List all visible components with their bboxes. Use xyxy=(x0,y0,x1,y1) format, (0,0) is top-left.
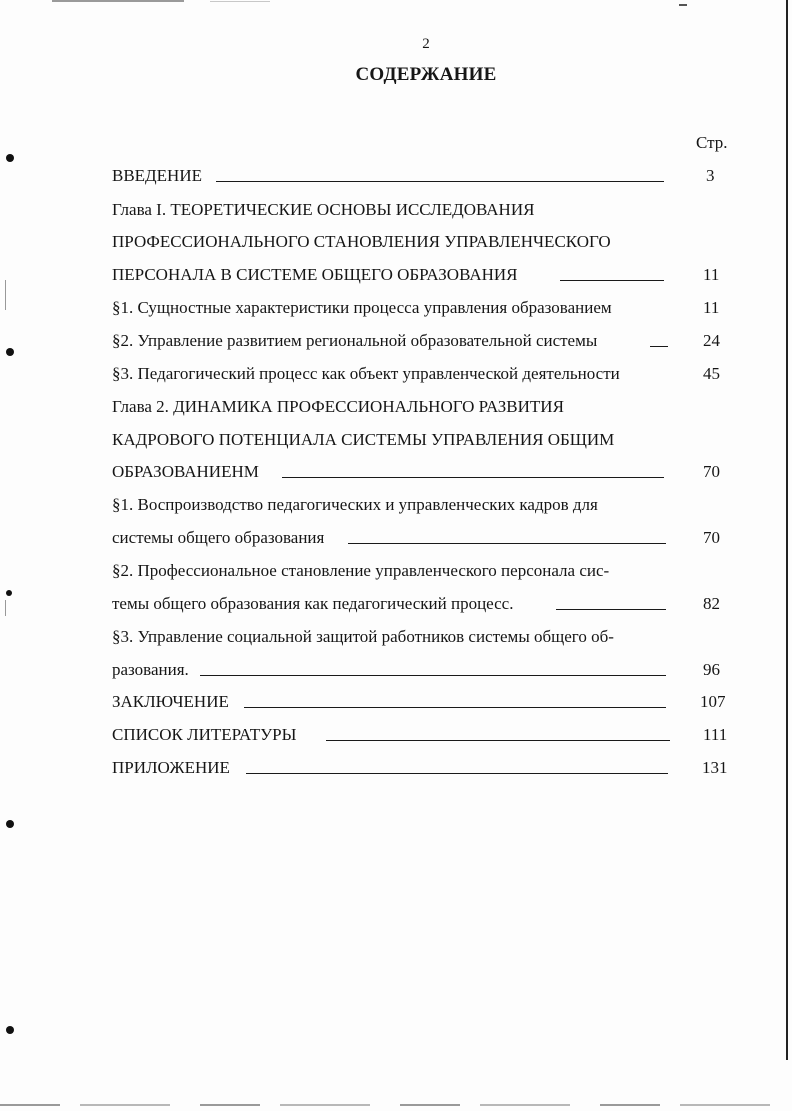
toc-chapter2-line1[interactable]: Глава 2. ДИНАМИКА ПРОФЕССИОНАЛЬНОГО РАЗВИТИЯ xyxy=(112,397,564,416)
toc-entry-label: системы общего образования xyxy=(112,528,325,547)
scan-artifact-hole-mark xyxy=(6,820,14,828)
scan-artifact-bottom-line xyxy=(0,1104,792,1106)
scan-artifact-tick xyxy=(5,280,6,310)
toc-entry-references[interactable] xyxy=(112,723,670,747)
toc-chapter1-line2[interactable]: ПРОФЕССИОНАЛЬНОГО СТАНОВЛЕНИЯ УПРАВЛЕНЧЕСКОГО xyxy=(112,232,611,251)
toc-page-number: 3 xyxy=(706,166,715,185)
toc-page-number: 107 xyxy=(700,692,726,711)
toc-section-1-1[interactable]: §1. Сущностные характеристики процесса управления образованием xyxy=(112,298,612,317)
toc-section-1-2[interactable] xyxy=(112,329,668,353)
toc-page-number: 70 xyxy=(703,462,720,481)
toc-section-1-3[interactable]: §3. Педагогический процесс как объект управленческой деятельности xyxy=(112,364,620,383)
toc-page-number: 82 xyxy=(703,594,720,613)
toc-chapter1-line3[interactable] xyxy=(112,263,664,287)
toc-page-number: 24 xyxy=(703,331,720,350)
leader-line xyxy=(560,280,664,281)
scan-artifact-tick xyxy=(679,4,687,6)
scan-artifact-top-line xyxy=(210,1,270,2)
toc-page-number: 11 xyxy=(703,298,720,317)
page-title: СОДЕРЖАНИЕ xyxy=(355,64,497,85)
toc-entry-intro[interactable] xyxy=(112,164,664,188)
toc-page-number: 131 xyxy=(702,758,728,777)
toc-entry-conclusion[interactable] xyxy=(112,690,666,714)
scan-artifact-hole-mark xyxy=(6,590,12,596)
scan-artifact-tick xyxy=(5,600,6,616)
toc-chapter2-line3[interactable] xyxy=(112,460,664,484)
toc-section-2-2-line1[interactable]: §2. Профессиональное становление управленческого персонала сис- xyxy=(112,561,610,580)
leader-line xyxy=(326,740,670,741)
page-number: 2 xyxy=(422,36,430,52)
toc-entry-label: ОБРАЗОВАНИЕНМ xyxy=(112,462,259,481)
toc-entry-label: СПИСОК ЛИТЕРАТУРЫ xyxy=(112,725,297,744)
toc-page-number: 96 xyxy=(703,660,720,679)
leader-line xyxy=(556,609,666,610)
leader-line xyxy=(200,675,666,676)
toc-entry-label: ЗАКЛЮЧЕНИЕ xyxy=(112,692,229,711)
page-column-label: Стр. xyxy=(696,133,728,152)
toc-chapter1-line1[interactable]: Глава I. ТЕОРЕТИЧЕСКИЕ ОСНОВЫ ИССЛЕДОВАНИЯ xyxy=(112,200,535,219)
leader-line xyxy=(244,707,666,708)
toc-section-2-1-line2[interactable] xyxy=(112,526,666,550)
toc-entry-label: ВВЕДЕНИЕ xyxy=(112,166,202,185)
leader-line xyxy=(348,543,666,544)
toc-entry-appendix[interactable] xyxy=(112,756,668,780)
leader-line xyxy=(282,477,664,478)
scan-artifact-hole-mark xyxy=(6,154,14,162)
scan-artifact-top-line xyxy=(52,0,184,2)
scan-artifact-hole-mark xyxy=(6,348,14,356)
toc-entry-label: ПЕРСОНАЛА В СИСТЕМЕ ОБЩЕГО ОБРАЗОВАНИЯ xyxy=(112,265,518,284)
scan-artifact-right-edge xyxy=(786,0,788,1060)
leader-line xyxy=(650,346,668,347)
toc-page-number: 111 xyxy=(703,725,728,744)
toc-entry-label: темы общего образования как педагогический процесс. xyxy=(112,594,514,613)
leader-line xyxy=(246,773,668,774)
toc-section-2-3-line2[interactable] xyxy=(112,658,666,682)
toc-section-2-3-line1[interactable]: §3. Управление социальной защитой работников системы общего об- xyxy=(112,627,614,646)
toc-section-2-2-line2[interactable] xyxy=(112,592,666,616)
leader-line xyxy=(216,181,664,182)
toc-entry-label: разования. xyxy=(112,660,189,679)
toc-page-number: 70 xyxy=(703,528,720,547)
toc-page-number: 45 xyxy=(703,364,720,383)
toc-chapter2-line2[interactable]: КАДРОВОГО ПОТЕНЦИАЛА СИСТЕМЫ УПРАВЛЕНИЯ ОБЩИМ xyxy=(112,430,615,449)
toc-entry-label: ПРИЛОЖЕНИЕ xyxy=(112,758,230,777)
toc-entry-label: §2. Управление развитием региональной образовательной системы xyxy=(112,331,598,350)
scan-artifact-hole-mark xyxy=(6,1026,14,1034)
toc-section-2-1-line1[interactable]: §1. Воспроизводство педагогических и управленческих кадров для xyxy=(112,495,598,514)
toc-page-number: 11 xyxy=(703,265,720,284)
